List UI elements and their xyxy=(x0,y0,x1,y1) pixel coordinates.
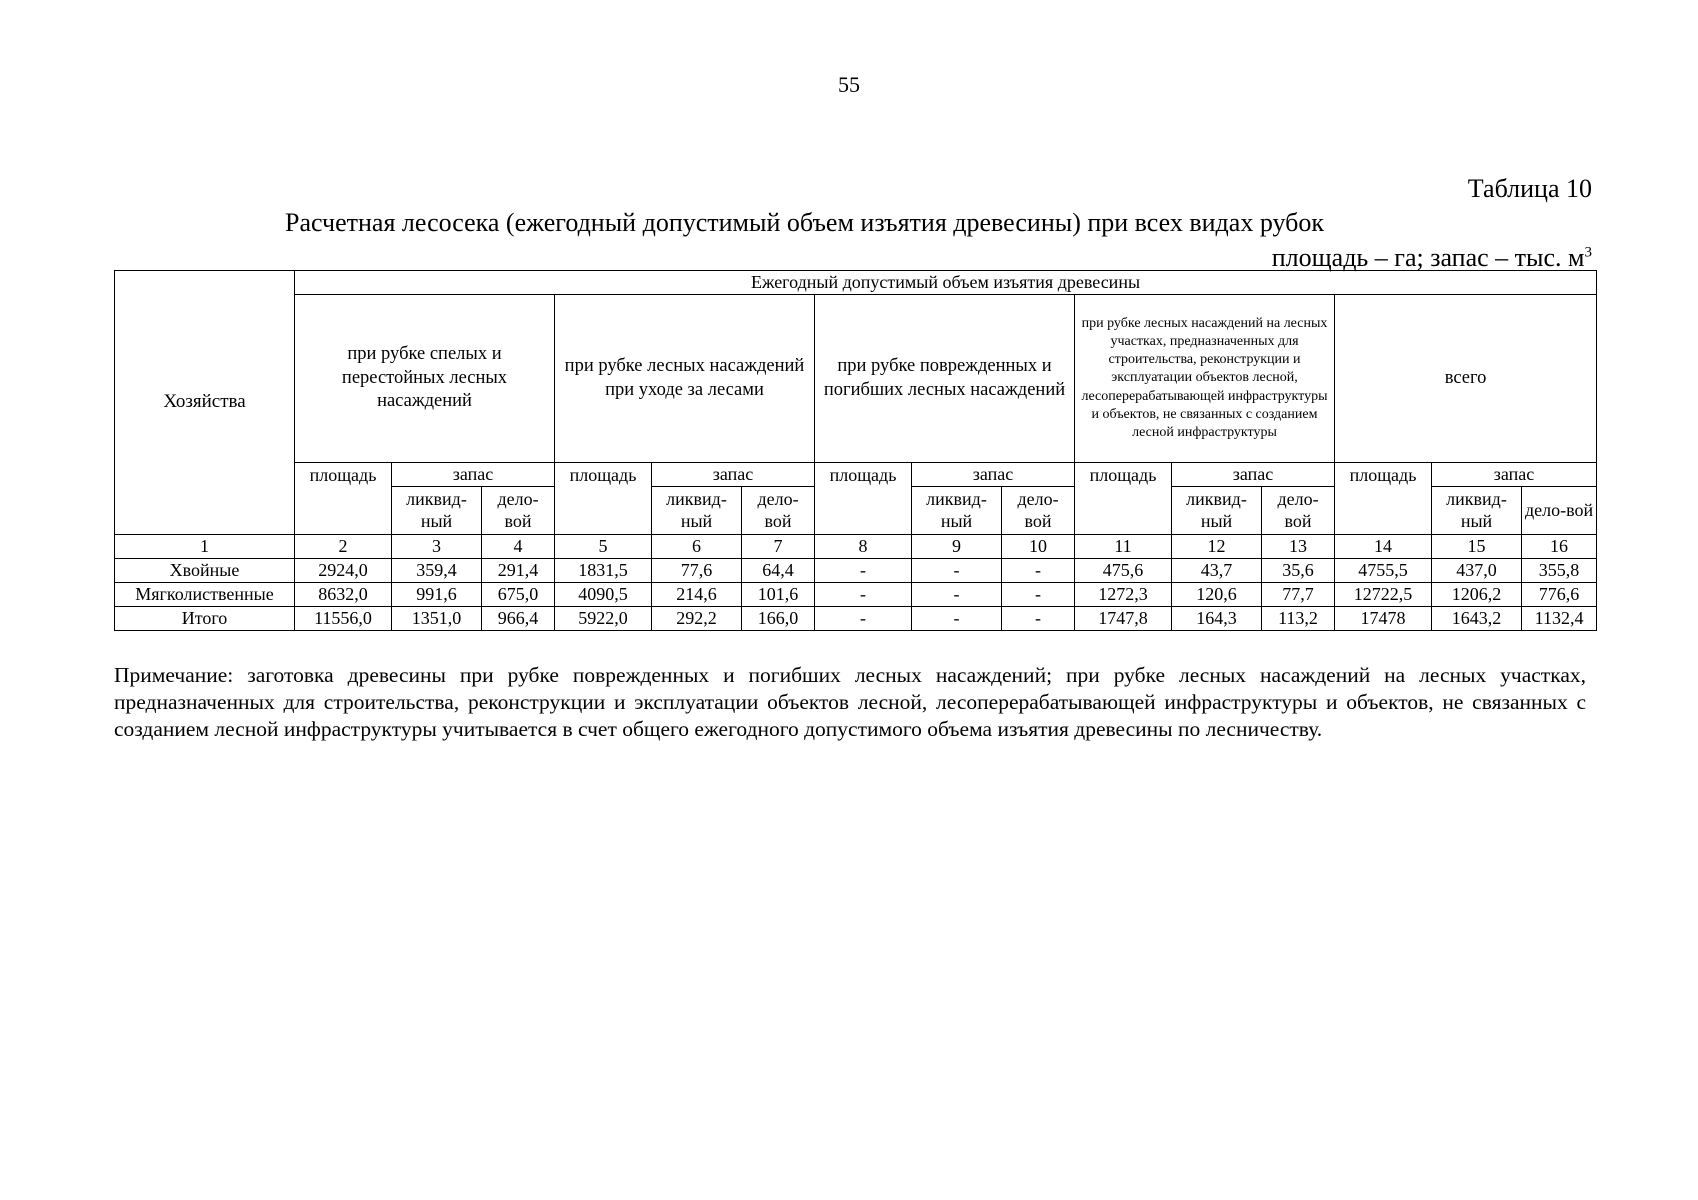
column-number-row xyxy=(115,535,1597,559)
column-number-cell: 12 xyxy=(1172,535,1262,559)
column-number-cell: 7 xyxy=(742,535,815,559)
table-cell: 966,4 xyxy=(482,607,555,631)
table-cell: - xyxy=(1002,583,1075,607)
table-cell: 11556,0 xyxy=(295,607,392,631)
column-number-cell: 16 xyxy=(1522,535,1597,559)
table-cell: 776,6 xyxy=(1522,583,1597,607)
column-number-cell: 3 xyxy=(392,535,482,559)
units-text: площадь – га; запас – тыс. м xyxy=(1271,243,1585,272)
category-header-ripe: при рубке спелых и перестойных лесных насаждений xyxy=(295,295,555,463)
column-number-cell: 4 xyxy=(482,535,555,559)
table-row xyxy=(115,559,1597,583)
category-header-infrastructure: при рубке лесных насаждений на лесных участках, предназначенных для строительства, реконструкции и эксплуатации объектов лесной, лесоперерабатывающей инфраструктуры и объектов, не связанных с созданием лесной инфраструктуры xyxy=(1075,295,1335,463)
table-cell: 1747,8 xyxy=(1075,607,1172,631)
table-cell: 675,0 xyxy=(482,583,555,607)
business-header-cell: дело-вой xyxy=(1002,487,1075,535)
table-label: Таблица 10 xyxy=(1467,174,1592,203)
table-cell: - xyxy=(912,583,1002,607)
column-number-cell: 8 xyxy=(815,535,912,559)
table-cell: 120,6 xyxy=(1172,583,1262,607)
column-number-cell: 13 xyxy=(1262,535,1335,559)
stock-header-cell: запас xyxy=(912,463,1075,487)
column-number-cell: 5 xyxy=(555,535,652,559)
column-number-cell: 11 xyxy=(1075,535,1172,559)
table-cell: 43,7 xyxy=(1172,559,1262,583)
table-cell: 4090,5 xyxy=(555,583,652,607)
table-cell: 292,2 xyxy=(652,607,742,631)
table-cell: 77,6 xyxy=(652,559,742,583)
liquid-header-cell: ликвид-ный xyxy=(392,487,482,535)
business-header-cell: дело-вой xyxy=(742,487,815,535)
table-cell: 64,4 xyxy=(742,559,815,583)
area-header-cell: площадь xyxy=(1075,463,1172,535)
table-cell: 17478 xyxy=(1335,607,1432,631)
column-number-cell: 9 xyxy=(912,535,1002,559)
table-cell: - xyxy=(1002,607,1075,631)
business-header-cell: дело-вой xyxy=(482,487,555,535)
table-cell: 77,7 xyxy=(1262,583,1335,607)
table-cell: 1272,3 xyxy=(1075,583,1172,607)
table-cell: - xyxy=(912,607,1002,631)
table-cell: - xyxy=(815,559,912,583)
area-header-cell: площадь xyxy=(815,463,912,535)
table-cell: 2924,0 xyxy=(295,559,392,583)
table-cell: 355,8 xyxy=(1522,559,1597,583)
category-header-damaged: при рубке поврежденных и погибших лесных насаждений xyxy=(815,295,1075,463)
table-body xyxy=(115,535,1597,631)
liquid-header-cell: ликвид-ный xyxy=(1432,487,1522,535)
column-number-cell: 15 xyxy=(1432,535,1522,559)
table-cell: - xyxy=(815,583,912,607)
table-cell: 1132,4 xyxy=(1522,607,1597,631)
table-cell: 8632,0 xyxy=(295,583,392,607)
table-cell: 1206,2 xyxy=(1432,583,1522,607)
business-header-cell: дело-вой xyxy=(1522,487,1597,535)
row-name-cell: Хвойные xyxy=(115,559,295,583)
table-cell: 291,4 xyxy=(482,559,555,583)
farm-header-cell: Хозяйства xyxy=(115,271,295,535)
group-header-cell: Ежегодный допустимый объем изъятия древесины xyxy=(295,271,1597,295)
table-cell: 4755,5 xyxy=(1335,559,1432,583)
area-header-cell: площадь xyxy=(555,463,652,535)
table-header xyxy=(115,271,1597,535)
category-header-care: при рубке лесных насаждений при уходе за лесами xyxy=(555,295,815,463)
row-name-cell: Мягколиственные xyxy=(115,583,295,607)
units-superscript: 3 xyxy=(1584,244,1592,261)
table-cell: 1351,0 xyxy=(392,607,482,631)
table-cell: 113,2 xyxy=(1262,607,1335,631)
table-cell: 5922,0 xyxy=(555,607,652,631)
table-cell: 12722,5 xyxy=(1335,583,1432,607)
table-cell: - xyxy=(912,559,1002,583)
table-cell: 437,0 xyxy=(1432,559,1522,583)
area-header-cell: площадь xyxy=(1335,463,1432,535)
area-header-cell: площадь xyxy=(295,463,392,535)
column-number-cell: 14 xyxy=(1335,535,1432,559)
table-cell: 166,0 xyxy=(742,607,815,631)
table-note: Примечание: заготовка древесины при рубке поврежденных и погибших лесных насаждений; при рубке лесных насаждений на лесных участках, предназначенных для строительства, реконструкции и эксплуатации объектов лесной, лесоперерабатывающей инфраструктуры и объектов, не связанных с созданием лесной инфраструктуры учитывается в счет общего ежегодного допустимого объема изъятия древесины по лесничеству. xyxy=(114,663,1586,741)
table-cell: 214,6 xyxy=(652,583,742,607)
units-line xyxy=(1272,243,1592,273)
page-number: 55 xyxy=(838,72,860,97)
table-cell: 991,6 xyxy=(392,583,482,607)
table-row xyxy=(115,583,1597,607)
table-cell: - xyxy=(815,607,912,631)
column-number-cell: 2 xyxy=(295,535,392,559)
table-cell: 164,3 xyxy=(1172,607,1262,631)
row-name-cell: Итого xyxy=(115,607,295,631)
liquid-header-cell: ликвид-ный xyxy=(652,487,742,535)
column-number-cell: 10 xyxy=(1002,535,1075,559)
table-cell: 359,4 xyxy=(392,559,482,583)
header-row-group xyxy=(115,271,1597,295)
header-row-categories xyxy=(115,295,1597,463)
table-cell: 1643,2 xyxy=(1432,607,1522,631)
column-number-cell: 6 xyxy=(652,535,742,559)
allowable-cut-table xyxy=(114,270,1597,631)
table-cell: - xyxy=(1002,559,1075,583)
stock-header-cell: запас xyxy=(1432,463,1597,487)
table-cell: 1831,5 xyxy=(555,559,652,583)
header-row-stock xyxy=(115,463,1597,487)
table-cell: 475,6 xyxy=(1075,559,1172,583)
stock-header-cell: запас xyxy=(392,463,555,487)
stock-header-cell: запас xyxy=(1172,463,1335,487)
table-row xyxy=(115,607,1597,631)
table-title: Расчетная лесосека (ежегодный допустимый объем изъятия древесины) при всех видах рубок xyxy=(285,208,1324,237)
liquid-header-cell: ликвид-ный xyxy=(1172,487,1262,535)
business-header-cell: дело-вой xyxy=(1262,487,1335,535)
stock-header-cell: запас xyxy=(652,463,815,487)
category-header-total: всего xyxy=(1335,295,1597,463)
liquid-header-cell: ликвид-ный xyxy=(912,487,1002,535)
table-cell: 35,6 xyxy=(1262,559,1335,583)
column-number-cell: 1 xyxy=(115,535,295,559)
table-cell: 101,6 xyxy=(742,583,815,607)
